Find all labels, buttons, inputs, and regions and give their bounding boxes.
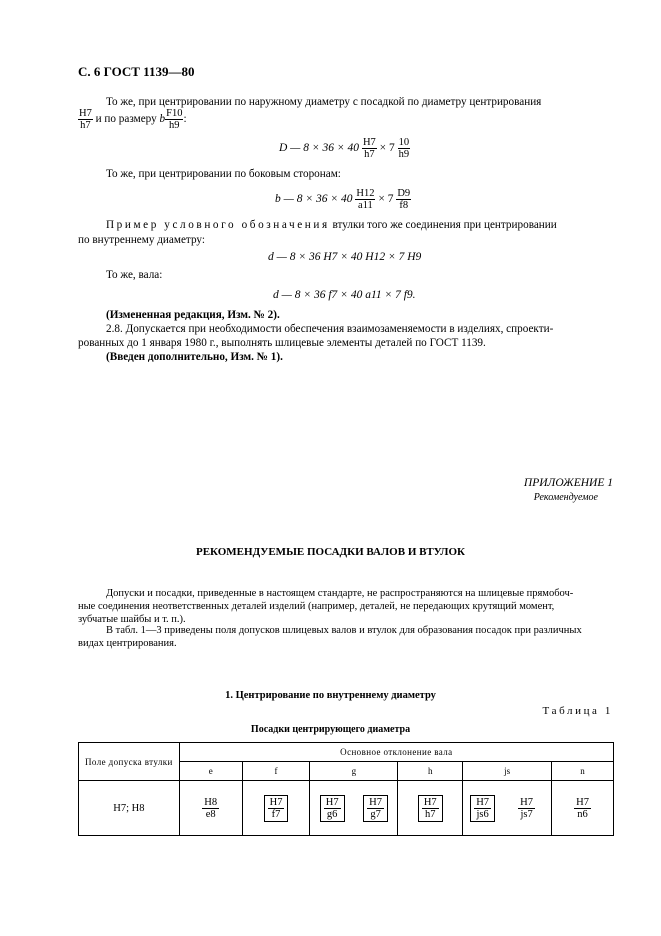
formula1-prefix: D — 8 × 36 × 40 (279, 142, 360, 155)
fit-h7-f7: $\frac{H7}{f7}$ (269, 796, 283, 820)
header-bushing-tolerance: Поле допуска втулки (79, 743, 180, 781)
section-title: РЕКОМЕНДУЕМЫЕ ПОСАДКИ ВАЛОВ И ВТУЛОК (195, 546, 466, 558)
cell-js (463, 781, 552, 836)
para1-text: То же, при центрировании по наружному диаметру с посадкой по диаметру центрирования (106, 96, 542, 108)
cell-n (552, 781, 614, 836)
subheader-h: h (398, 762, 463, 781)
formula1-frac1: $\frac{H7}{h7}$ (362, 137, 376, 160)
cell-e (179, 781, 242, 836)
subheader-g: g (310, 762, 398, 781)
table-row (79, 781, 614, 836)
appendix-title: ПРИЛОЖЕНИЕ 1 (523, 477, 613, 489)
formula2-frac2: $\frac{D9}{f8}$ (397, 188, 411, 211)
edit-note: (Измененная редакция, Изм. № 2). (106, 309, 280, 321)
paragraph-shaft: То же, вала: (106, 269, 163, 281)
paragraph-designation-line2: по внутреннему диаметру: (78, 234, 205, 246)
page-header: С. 6 ГОСТ 1139—80 (78, 64, 195, 79)
preferred-fit-box (264, 795, 289, 822)
preferred-fit-box (363, 795, 388, 822)
cell-h (398, 781, 463, 836)
fit-h7-js7: $\frac{H7}{js7}$ (520, 796, 533, 820)
formula1-frac2: $\frac{10}{h9}$ (398, 137, 410, 160)
para1-text-b: и по размеру (95, 113, 157, 126)
intro-note: (Введен дополнительно, Изм. № 1). (106, 351, 283, 363)
header-shaft-deviation: Основное отклонение вала (179, 743, 613, 762)
fit-h8-e8: $\frac{H8}{e8}$ (204, 796, 218, 820)
formula-side-centering (275, 188, 411, 211)
preferred-fit-box (418, 795, 443, 822)
para1-colon: : (183, 113, 187, 126)
preferred-fit-box (320, 795, 345, 822)
subheader-e: e (179, 762, 242, 781)
formula2-mid: × 7 (378, 193, 394, 206)
subheader-n: n (552, 762, 614, 781)
paragraph-2-8-line1: 2.8. Допускается при необходимости обеспечения взаимозаменяемости в изделиях, спроекти- (106, 323, 554, 335)
paragraph-tables-line1: В табл. 1—3 приведены поля допусков шлицевых валов и втулок для образования посадок при различных (106, 625, 582, 636)
fit-h7-g6: $\frac{H7}{g6}$ (325, 796, 339, 820)
paragraph-scope-line1: Допуски и посадки, приведенные в настоящем стандарте, не распространяются на шлицевые прямобоч- (106, 588, 574, 599)
fits-table (78, 742, 614, 836)
preferred-fit-box (470, 795, 495, 822)
paragraph-2-8-line2: рованных до 1 января 1980 г., выполнять шлицевые элементы деталей по ГОСТ 1139. (78, 337, 486, 349)
formula1-mid: × 7 (379, 142, 395, 155)
paragraph-designation-example (106, 218, 614, 233)
formula-outer-centering (279, 137, 410, 160)
formula2-frac1: $\frac{H12}{a11}$ (356, 188, 375, 211)
cell-g (310, 781, 398, 836)
fraction-f10-h9: $\frac{F10}{h9}$ (166, 108, 183, 131)
fit-h7-g7: $\frac{H7}{g7}$ (369, 796, 383, 820)
formula2-prefix: b — 8 × 36 × 40 (275, 193, 353, 206)
paragraph-outer-centering-line2 (78, 108, 187, 131)
subsection-title: 1. Центрирование по внутреннему диаметру (225, 690, 436, 701)
fit-h7-n6: $\frac{H7}{n6}$ (576, 796, 589, 820)
paragraph-scope-line3: зубчатые шайбы и т. п.). (78, 614, 186, 625)
fraction-h7-h7: $\frac{H7}{h7}$ (79, 108, 92, 131)
subheader-f: f (242, 762, 310, 781)
formula-bushing: d — 8 × 36 H7 × 40 H12 × 7 H9 (268, 251, 422, 263)
paragraph-tables-line2: видах центрирования. (78, 638, 177, 649)
subheader-js: js (463, 762, 552, 781)
cell-f (242, 781, 310, 836)
table-caption: Посадки центрирующего диаметра (250, 724, 411, 735)
appendix-subtitle: Рекомендуемое (533, 492, 598, 503)
paragraph-scope-line2: ные соединения неответственных деталей изделий (например, деталей, не передающих крутящий момент, (78, 601, 555, 612)
spaced-heading: Пример условного обозначения (106, 219, 330, 231)
formula-shaft: d — 8 × 36 f7 × 40 a11 × 7 f9. (273, 289, 416, 301)
para1-var-b: b (159, 113, 166, 126)
fit-h7-js6: $\frac{H7}{js6}$ (476, 796, 490, 820)
para3-rest: втулки того же соединения при центрировании (332, 219, 557, 231)
table-label: Таблица 1 (542, 705, 613, 717)
fit-h7-h7: $\frac{H7}{h7}$ (423, 796, 437, 820)
row-label: H7; H8 (79, 781, 180, 836)
paragraph-side-centering: То же, при центрировании по боковым сторонам: (106, 168, 341, 180)
